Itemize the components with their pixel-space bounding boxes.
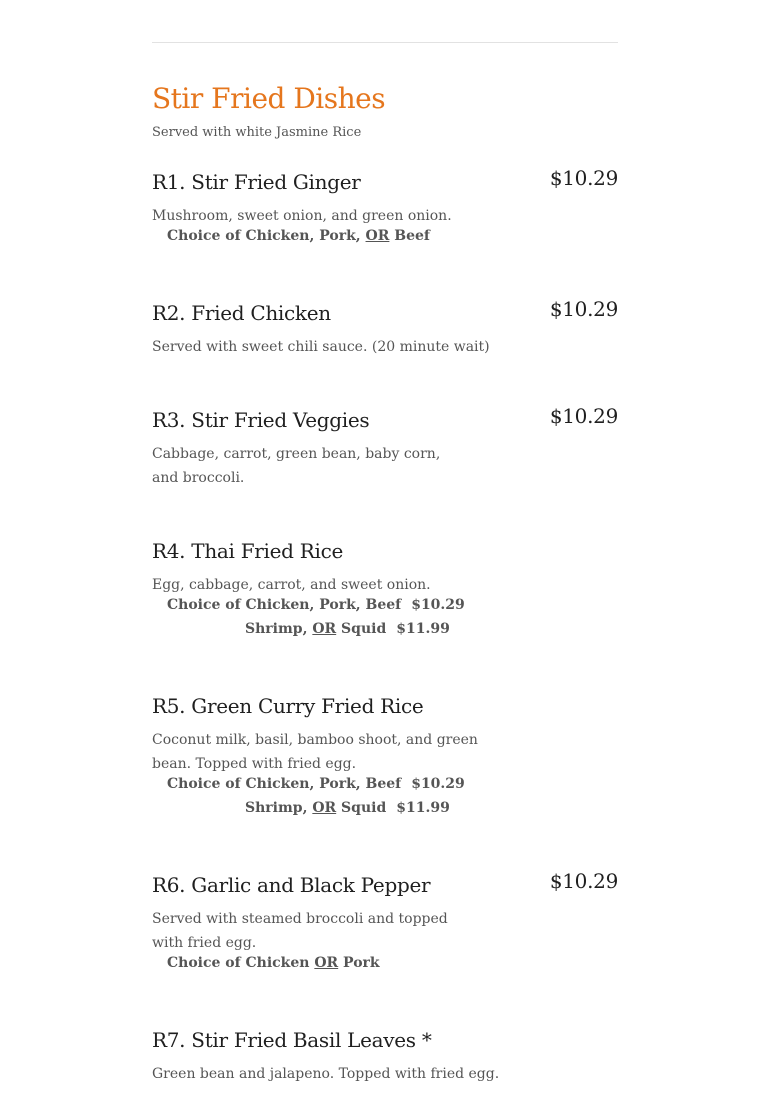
item-price: $10.29 — [549, 297, 618, 321]
item-title: R3. Stir Fried Veggies — [152, 408, 370, 432]
choice-price: $11.99 — [396, 621, 450, 637]
choice-price: $10.29 — [411, 597, 465, 613]
item-description: Egg, cabbage, carrot, and sweet onion. — [152, 577, 431, 593]
item-choice: Choice of Chicken OR Pork — [167, 955, 380, 971]
item-price: $10.29 — [549, 166, 618, 190]
item-description: Green bean and jalapeno. Topped with fried egg. — [152, 1066, 500, 1082]
item-price: $10.29 — [549, 404, 618, 428]
section-title: Stir Fried Dishes — [152, 82, 386, 115]
item-choice: Choice of Chicken, Pork, OR Beef — [167, 228, 430, 244]
item-title: R4. Thai Fried Rice — [152, 539, 344, 563]
item-description: Cabbage, carrot, green bean, baby corn, and broccoli. — [152, 446, 441, 486]
item-description: Served with steamed broccoli and topped with fried egg. — [152, 911, 448, 951]
item-title: R5. Green Curry Fried Rice — [152, 694, 424, 718]
top-divider — [152, 42, 618, 43]
item-title: R2. Fried Chicken — [152, 301, 331, 325]
item-title: R6. Garlic and Black Pepper — [152, 873, 431, 897]
item-choice: Shrimp, OR Squid $11.99 — [245, 621, 450, 637]
choice-price: $10.29 — [411, 776, 465, 792]
item-title: R7. Stir Fried Basil Leaves * — [152, 1028, 432, 1052]
item-title: R1. Stir Fried Ginger — [152, 170, 361, 194]
section-subtitle: Served with white Jasmine Rice — [152, 125, 362, 140]
choice-price: $11.99 — [396, 800, 450, 816]
item-description: Coconut milk, basil, bamboo shoot, and green bean. Topped with fried egg. — [152, 732, 478, 772]
item-description: Mushroom, sweet onion, and green onion. — [152, 208, 452, 224]
item-choice: Choice of Chicken, Pork, Beef $10.29 — [167, 776, 465, 792]
item-price: $10.29 — [549, 869, 618, 893]
item-description: Served with sweet chili sauce. (20 minute wait) — [152, 339, 490, 355]
item-choice: Choice of Chicken, Pork, Beef $10.29 — [167, 597, 465, 613]
item-choice: Shrimp, OR Squid $11.99 — [245, 800, 450, 816]
